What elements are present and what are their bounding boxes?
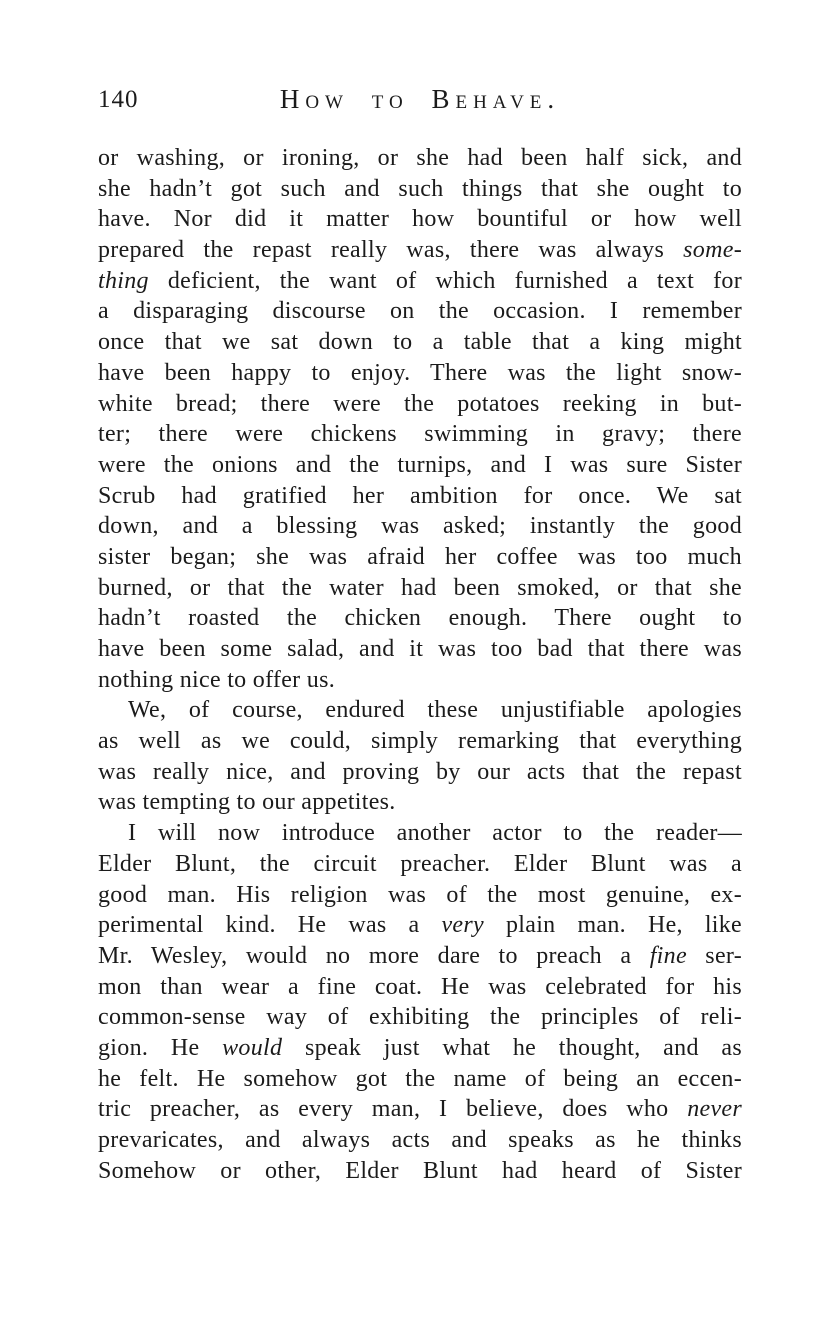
text-line: or washing, or ironing, or she had been half sick, and [98, 145, 742, 171]
text-block [98, 143, 742, 1186]
text-line: have been happy to enjoy. There was the light snow- [98, 359, 742, 386]
text-line: tric preacher, as every man, I believe, does who never [98, 1096, 742, 1123]
text-line: I will now introduce another actor to the reader— [128, 820, 742, 847]
page-number: 140 [98, 86, 139, 113]
text-line: have. Nor did it matter how bountiful or how well [98, 206, 742, 233]
text-line: were the onions and the turnips, and I was sure Sister [98, 451, 742, 478]
text-line: he felt. He somehow got the name of being an eccen- [98, 1065, 742, 1092]
text-line: sister began; she was afraid her coffee was too much [98, 543, 742, 570]
text-line: Elder Blunt, the circuit preacher. Elder Blunt was a [98, 850, 742, 877]
text-line: as well as we could, simply remarking that everything [98, 728, 742, 755]
text-line: burned, or that the water had been smoked, or that she [98, 574, 742, 601]
text-line: a disparaging discourse on the occasion. I remember [98, 298, 742, 325]
text-line: nothing nice to offer us. [98, 666, 336, 693]
text-line: down, and a blessing was asked; instantly the good [98, 513, 742, 540]
text-line: mon than wear a fine coat. He was celebrated for his [98, 973, 742, 1000]
text-line: hadn’t roasted the chicken enough. There ought to [98, 605, 742, 632]
text-line: have been some salad, and it was too bad that there was [98, 636, 742, 662]
text-line: was really nice, and proving by our acts that the repast [98, 758, 742, 785]
text-line: Somehow or other, Elder Blunt had heard of Sister [98, 1157, 742, 1184]
text-line: good man. His religion was of the most genuine, ex- [98, 881, 742, 908]
text-line: was tempting to our appetites. [98, 789, 396, 816]
text-line: white bread; there were the potatoes reeking in but- [98, 390, 742, 417]
running-header [98, 84, 742, 116]
text-line: prepared the repast really was, there was always some- [98, 237, 742, 264]
text-line: perimental kind. He was a very plain man. He, like [98, 912, 743, 939]
text-line: Scrub had gratified her ambition for once. We sat [98, 482, 742, 509]
text-line: ter; there were chickens swimming in gravy; there [98, 421, 742, 448]
text-line: Mr. Wesley, would no more dare to preach a fine ser- [98, 942, 742, 969]
text-line: she hadn’t got such and such things that she ought to [98, 175, 742, 202]
text-line: thing deficient, the want of which furnished a text for [98, 267, 742, 294]
text-line: common-sense way of exhibiting the principles of reli- [98, 1004, 742, 1031]
text-line: prevaricates, and always acts and speaks as he thinks [98, 1127, 742, 1153]
text-line: We, of course, endured these unjustifiable apologies [128, 697, 742, 724]
text-line: once that we sat down to a table that a king might [98, 329, 742, 356]
text-line: gion. He would speak just what he thought, and as [98, 1034, 743, 1061]
header-title: How to Behave. [279, 84, 561, 114]
